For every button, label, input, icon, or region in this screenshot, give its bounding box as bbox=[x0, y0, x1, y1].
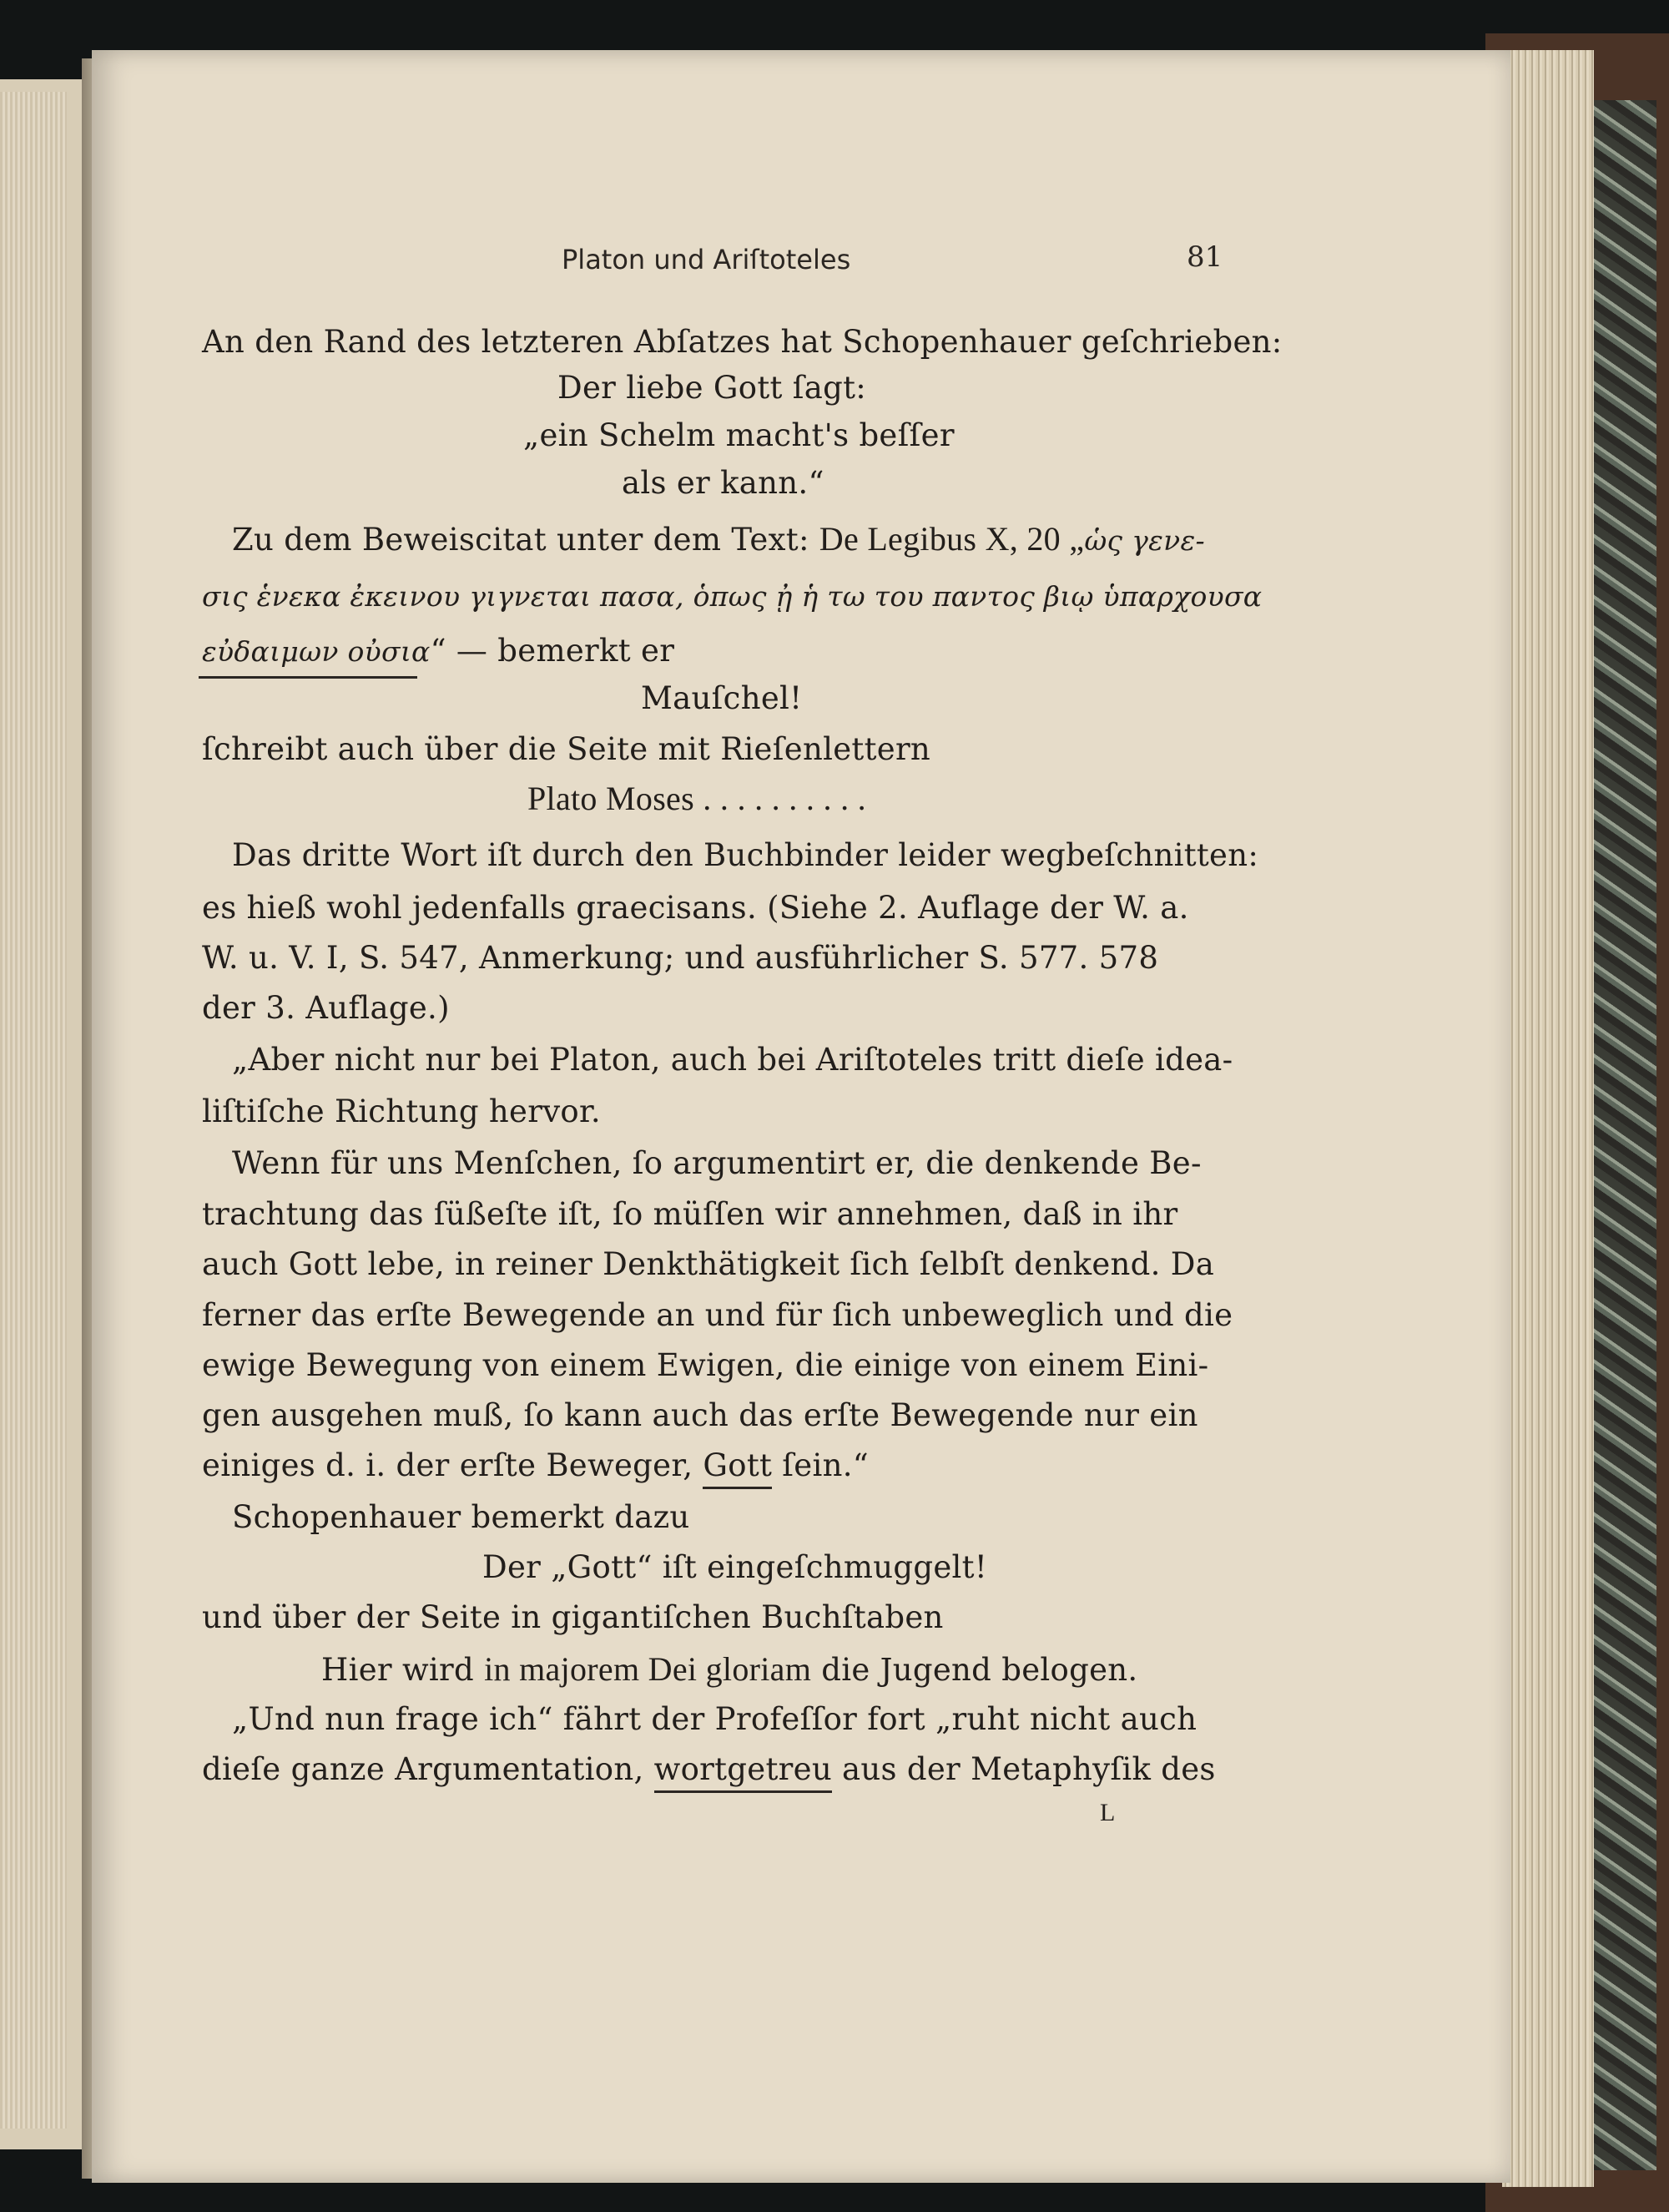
underlined-word: Gott bbox=[703, 1447, 772, 1489]
latin-span: in majorem Dei gloriam bbox=[484, 1650, 812, 1688]
text-line: Das dritte Wort iſt durch den Buchbinder leider wegbeſchnitten: bbox=[232, 837, 1259, 873]
text-line: ferner das erſte Bewegende an und für ſich unbeweglich und die bbox=[202, 1297, 1233, 1333]
text-line: Schopenhauer bemerkt dazu bbox=[232, 1499, 690, 1535]
text-line: An den Rand des letzteren Abſatzes hat Schopenhauer geſchrieben: bbox=[202, 324, 1283, 360]
text-line bbox=[202, 1751, 1216, 1787]
page-edges bbox=[1502, 50, 1594, 2187]
text-line: Mauſchel! bbox=[641, 680, 803, 716]
left-page-stack bbox=[0, 92, 67, 2129]
text-line: und über der Seite in gigantiſchen Buchſtaben bbox=[202, 1599, 944, 1635]
text-line: auch Gott lebe, in reiner Denkthätigkeit ſich ſelbſt denkend. Da bbox=[202, 1246, 1215, 1282]
text-line: „ein Schelm macht's beſſer bbox=[523, 417, 955, 453]
marbled-endpaper bbox=[1590, 100, 1656, 2170]
text-line bbox=[202, 1447, 869, 1483]
text-line: als er kann.“ bbox=[622, 465, 824, 501]
text-span: Zu dem Beweiscitat unter dem Text: bbox=[232, 522, 819, 558]
text-line: Wenn für uns Menſchen, ſo argumentirt er, die denkende Be- bbox=[232, 1145, 1202, 1181]
text-line: Plato Moses . . . . . . . . . . bbox=[527, 780, 866, 817]
text-line: ewige Bewegung von einem Ewigen, die einige von einem Eini- bbox=[202, 1347, 1209, 1383]
text-line: Der „Gott“ iſt eingeſchmuggelt! bbox=[482, 1549, 988, 1585]
text-line: der 3. Auflage.) bbox=[202, 990, 450, 1026]
text-line bbox=[232, 519, 1205, 558]
text-line: „Und nun frage ich“ fährt der Profeſſor fort „ruht nicht auch bbox=[232, 1701, 1198, 1737]
text-span: die Jugend belogen. bbox=[811, 1652, 1138, 1688]
signature-mark: L bbox=[1100, 1799, 1116, 1826]
text-line: es hieß wohl jedenfalls graecisans. (Siehe 2. Auflage der W. a. bbox=[202, 890, 1189, 926]
text-line bbox=[321, 1649, 1137, 1689]
text-line bbox=[202, 633, 674, 669]
text-line: gen ausgehen muß, ſo kann auch das erſte Bewegende nur ein bbox=[202, 1397, 1198, 1433]
text-span: ſein.“ bbox=[772, 1447, 869, 1483]
text-line: Der liebe Gott ſagt: bbox=[557, 370, 867, 406]
text-line: ſchreibt auch über die Seite mit Rieſenlettern bbox=[202, 731, 931, 767]
greek-span: εὐδαιμων οὐσια bbox=[202, 635, 431, 668]
text-line: „Aber nicht nur bei Platon, auch bei Ariſtoteles tritt dieſe idea- bbox=[232, 1042, 1233, 1078]
text-span: “ — bemerkt er bbox=[430, 633, 675, 669]
greek-line: σις ἑνεκα ἐκεινου γιγνεται πασα, ὁπως ᾐ ἡ τω του παντος βιῳ ὑπαρχουσα bbox=[202, 580, 1263, 613]
text-span: Hier wird bbox=[321, 1652, 485, 1688]
text-line: trachtung das ſüßeſte iſt, ſo müſſen wir annehmen, daß in ihr bbox=[202, 1196, 1178, 1232]
underlined-word: wortgetreu bbox=[654, 1751, 832, 1793]
page-number: 81 bbox=[1187, 240, 1223, 274]
underline bbox=[199, 676, 417, 679]
text-line: liſtiſche Richtung hervor. bbox=[202, 1093, 601, 1129]
text-span: dieſe ganze Argumentation, bbox=[202, 1751, 654, 1787]
running-header: Platon und Ariſtoteles bbox=[562, 244, 851, 275]
text-line: W. u. V. I, S. 547, Anmerkung; und ausführlicher S. 577. 578 bbox=[202, 940, 1159, 976]
text-span: einiges d. i. der erſte Beweger, bbox=[202, 1447, 703, 1483]
greek-span: ὡς γενε- bbox=[1084, 524, 1205, 557]
latin-span: De Legibus X, 20 „ bbox=[819, 520, 1085, 558]
text-span: aus der Metaphyſik des bbox=[831, 1751, 1216, 1787]
